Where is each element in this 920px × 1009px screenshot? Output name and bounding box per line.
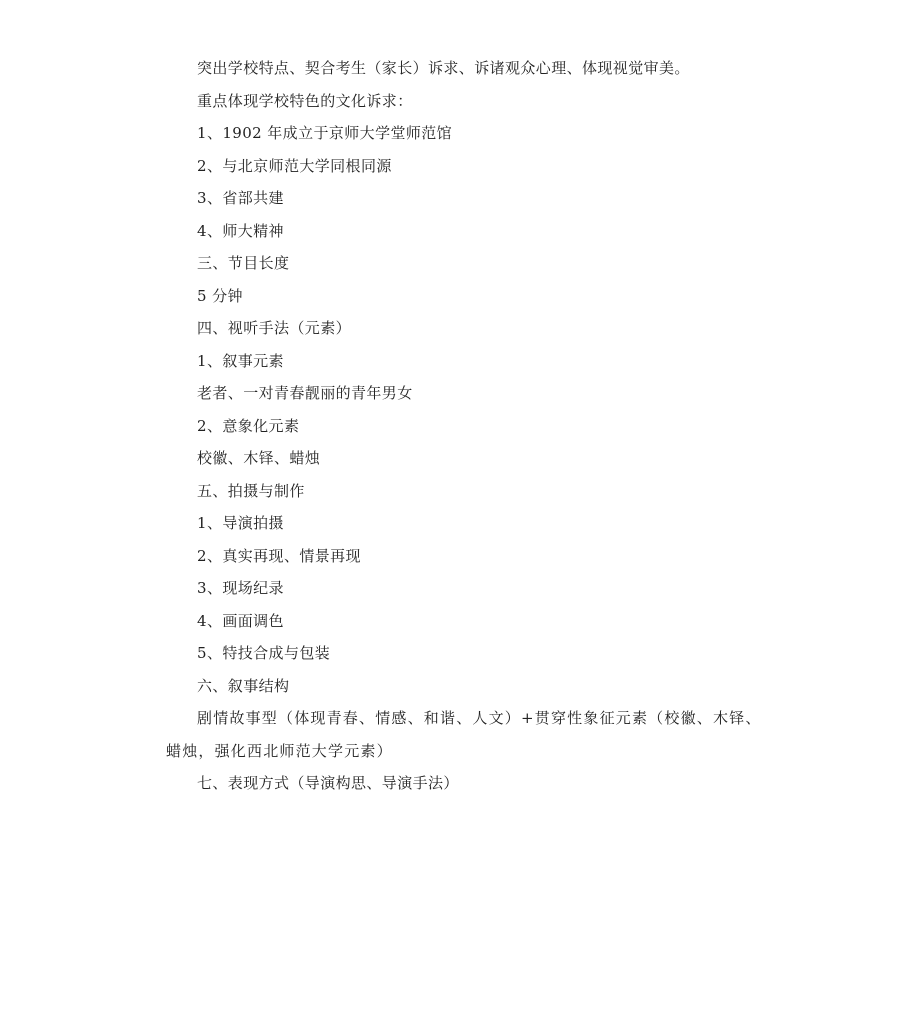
section-heading-structure: 六、叙事结构 [197, 676, 290, 695]
paragraph-characters: 老者、一对青春靓丽的青年男女 [197, 384, 413, 402]
list-item-documentary: 3、现场纪录 [197, 579, 284, 597]
paragraph-length-value: 5 分钟 [197, 286, 243, 305]
section-heading-length: 三、节目长度 [197, 254, 290, 272]
paragraph-intro: 突出学校特点、契合考生（家长）诉求、诉诸观众心理、体现视觉审美。 [197, 59, 690, 77]
list-item-spirit: 4、师大精神 [197, 221, 284, 240]
paragraph-symbols: 校徽、木铎、蜡烛 [197, 449, 321, 467]
list-item-color-grading: 4、画面调色 [197, 611, 284, 630]
list-item-founding: 1、1902 年成立于京师大学堂师范馆 [197, 124, 453, 142]
list-item-narrative-elements: 1、叙事元素 [197, 351, 284, 370]
list-item-co-construction: 3、省部共建 [197, 189, 284, 207]
paragraph-structure-description: 剧情故事型（体现青春、情感、和谐、人文）+贯穿性象征元素（校徽、木铎、蜡烛，强化西北师范大学元素） [166, 709, 762, 760]
list-item-reenactment: 2、真实再现、情景再现 [197, 546, 361, 565]
list-item-common-roots: 2、与北京师范大学同根同源 [197, 156, 392, 175]
section-heading-audiovisual: 四、视听手法（元素） [197, 319, 352, 337]
list-item-imagery-elements: 2、意象化元素 [197, 416, 300, 435]
list-item-directing: 1、导演拍摄 [197, 514, 284, 532]
document-body [166, 52, 766, 800]
list-item-effects: 5、特技合成与包装 [197, 644, 331, 662]
section-heading-expression: 七、表现方式（导演构思、导演手法） [197, 774, 459, 792]
section-heading-production: 五、拍摄与制作 [197, 481, 305, 500]
paragraph-cultural-appeal-heading: 重点体现学校特色的文化诉求： [197, 91, 413, 110]
